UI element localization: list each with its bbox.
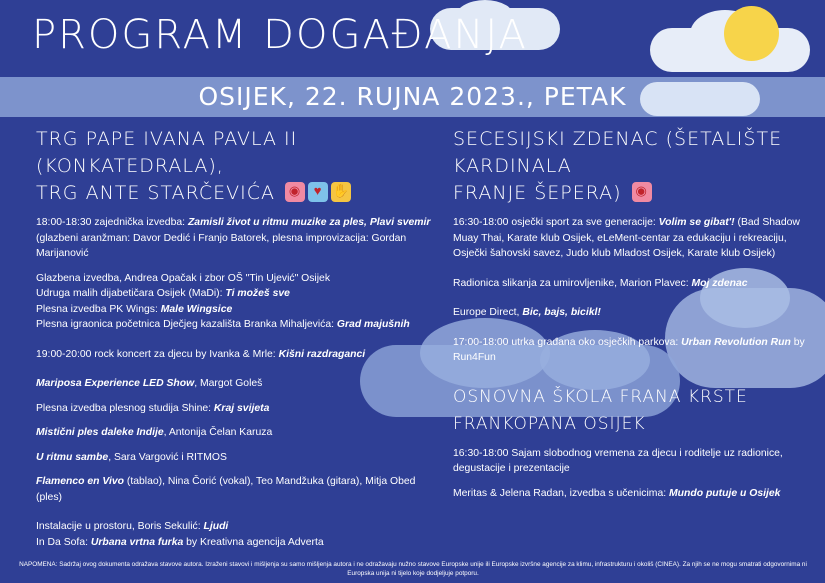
venue-heading [36,126,436,207]
program-item: Europe Direct, Bic, bajs, bicikl! [453,307,601,318]
venue-line: FRANJE ŠEPERA) [453,182,622,204]
program-item: Plesna igraonica početnica Dječjeg kazališta Branka Mihaljevića: Grad majušnih [36,319,410,330]
left-column [36,126,436,550]
program-item: In Da Sofa: Urbana vrtna furka by Kreativna agencija Adverta [36,536,324,548]
page-title: PROGRAM DOGAĐANJA [32,12,528,58]
program-item: 16:30-18:00 Sajam slobodnog vremena za djecu i roditelje uz radionice, degustacije i prezentacije [453,447,783,474]
program-item: Flamenco en Vivo (tablao), Nina Čorić (vokal), Teo Mandžuka (gitara), Mitja Obed (ples) [36,476,416,503]
program-item: 18:00-18:30 zajednička izvedba: Zamisli život u ritmu muzike za ples, Plavi svemir (glazbeni aranžman: Davor Dedić i Franjo Batorek, plesna improvizacija: Gordan Marijanović [36,217,431,259]
eye-icon: ◉ [285,182,305,202]
heart-icon: ♥ [308,182,328,202]
program-item: Meritas & Jelena Radan, izvedba s učenicima: Mundo putuje u Osijek [453,487,781,499]
sun-icon [724,6,779,61]
program-item: 19:00-20:00 rock koncert za djecu by Ivanka & Mrle: Kišni razdraganci [36,348,366,360]
program-item: Plesna izvedba PK Wings: Male Wingsice [36,303,233,315]
program-item: Glazbena izvedba, Andrea Opačak i zbor OŠ "Tin Ujević" Osijek [36,272,331,284]
event-date: OSIJEK, 22. RUJNA 2023., PETAK [198,82,627,111]
program-item: 17:00-18:00 utrka građana oko osječkih parkova: Urban Revolution Run by Run4Fun [453,336,805,363]
venue-heading [453,126,818,207]
venue-heading: OSNOVNA ŠKOLA FRANA KRSTE FRANKOPANA OSIJEK [453,386,748,434]
venue-line: TRG ANTE STARČEVIĆA [36,182,276,204]
program-item: Radionica slikanja za umirovljenike, Marion Plavec: Moj zdenac [453,277,748,289]
program-item: Mistični ples daleke Indije, Antonija Čelan Karuza [36,427,273,438]
eye-icon: ◉ [632,182,652,202]
venue-line: TRG PAPE IVANA PAVLA II (KONKATEDRALA), [36,128,298,177]
program-item: 16:30-18:00 osječki sport za sve generacije: Volim se gibat'! (Bad Shadow Muay Thai, Karate klub Osijek, eLeMent-centar za edukaciju i rekreaciju, Osječki šahovski savez, Judo klub Mladost Osijek, Karate klub Osijek) [453,217,800,259]
program-item: Instalacije u prostoru, Boris Sekulić: Ljudi [36,521,229,532]
program-item: Udruga malih dijabetičara Osijek (MaDi): Ti možeš sve [36,288,290,299]
disclaimer-footer: NAPOMENA: Sadržaj ovog dokumenta odražava stavove autora. Izraženi stavovi i mišljenja su samo mišljenja autora i ne odražavaju nužno stavove Europske unije ili Europske izvršne agencije za klimu, infrastrukturu i okoliš (CINEA). Za njih se ne mogu smatrati odgovornima ni Europska unija ni tijelo koje dodjeljuje potporu. [19,561,807,577]
cloud-decoration [640,82,760,116]
right-column [453,126,818,501]
program-item: U ritmu sambe, Sara Vargović i RITMOS [36,451,227,463]
venue-line: SECESIJSKI ZDENAC (ŠETALIŠTE KARDINALA [453,128,783,177]
hand-icon: ✋ [331,182,351,202]
program-item: Mariposa Experience LED Show, Margot Goleš [36,378,263,389]
program-item: Plesna izvedba plesnog studija Shine: Kraj svijeta [36,402,270,414]
